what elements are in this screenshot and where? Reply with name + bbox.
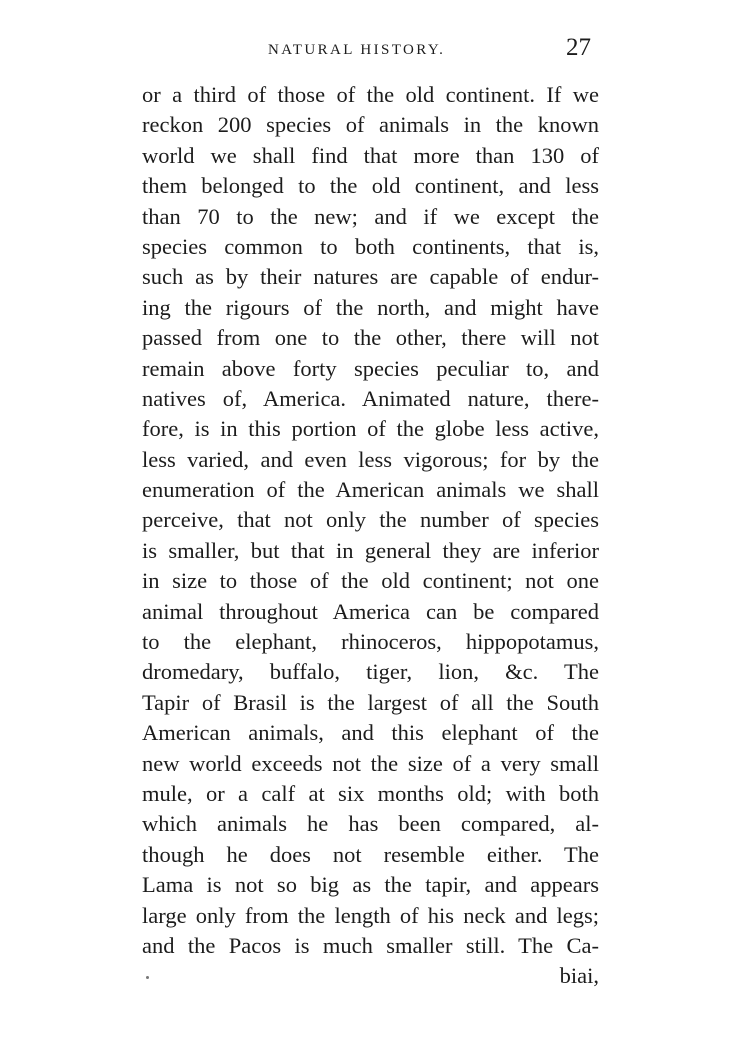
text-line: large only from the length of his neck and legs; [142, 902, 599, 928]
text-line: new world exceeds not the size of a very small [142, 750, 599, 776]
text-line: or a third of those of the old continent. If we [142, 82, 599, 107]
text-line: in size to those of the old continent; not one [142, 568, 599, 594]
text-line: Lama is not so big as the tapir, and appears [142, 872, 599, 898]
running-title: NATURAL HISTORY. [268, 42, 446, 58]
page-number: 27 [566, 34, 591, 61]
text-line: than 70 to the new; and if we except the [142, 203, 599, 229]
text-line: animal throughout America can be compared [142, 598, 599, 624]
text-line: them belonged to the old continent, and less [142, 173, 599, 199]
text-line: species common to both continents, that is, [142, 233, 599, 259]
text-line: passed from one to the other, there will not [142, 325, 599, 351]
text-line: less varied, and even less vigorous; for by the [142, 446, 599, 472]
text-line: world we shall find that more than 130 of [142, 142, 599, 168]
ink-speck [146, 976, 149, 979]
text-line: is smaller, but that in general they are inferior [142, 537, 599, 563]
text-line: fore, is in this portion of the globe less active, [142, 416, 599, 442]
text-line: American animals, and this elephant of the [142, 720, 599, 746]
text-line: perceive, that not only the number of species [142, 507, 599, 533]
text-line: reckon 200 species of animals in the known [142, 112, 599, 138]
running-head [0, 34, 750, 64]
body-text [142, 80, 599, 992]
text-line: dromedary, buffalo, tiger, lion, &c. The [142, 659, 599, 685]
text-line: though he does not resemble either. The [142, 841, 599, 867]
catchword: biai, [559, 963, 599, 989]
text-line: such as by their natures are capable of endur- [142, 264, 599, 290]
text-line: ing the rigours of the north, and might have [142, 294, 599, 320]
text-line: which animals he has been compared, al- [142, 811, 599, 837]
text-line: to the elephant, rhinoceros, hippopotamus, [142, 629, 599, 655]
text-line: enumeration of the American animals we shall [142, 477, 599, 503]
text-line: remain above forty species peculiar to, and [142, 355, 599, 381]
text-line: Tapir of Brasil is the largest of all the South [142, 689, 599, 715]
text-line: mule, or a calf at six months old; with both [142, 780, 599, 806]
text-line: natives of, America. Animated nature, there- [142, 385, 599, 411]
text-line: and the Pacos is much smaller still. The Ca- [142, 932, 599, 958]
